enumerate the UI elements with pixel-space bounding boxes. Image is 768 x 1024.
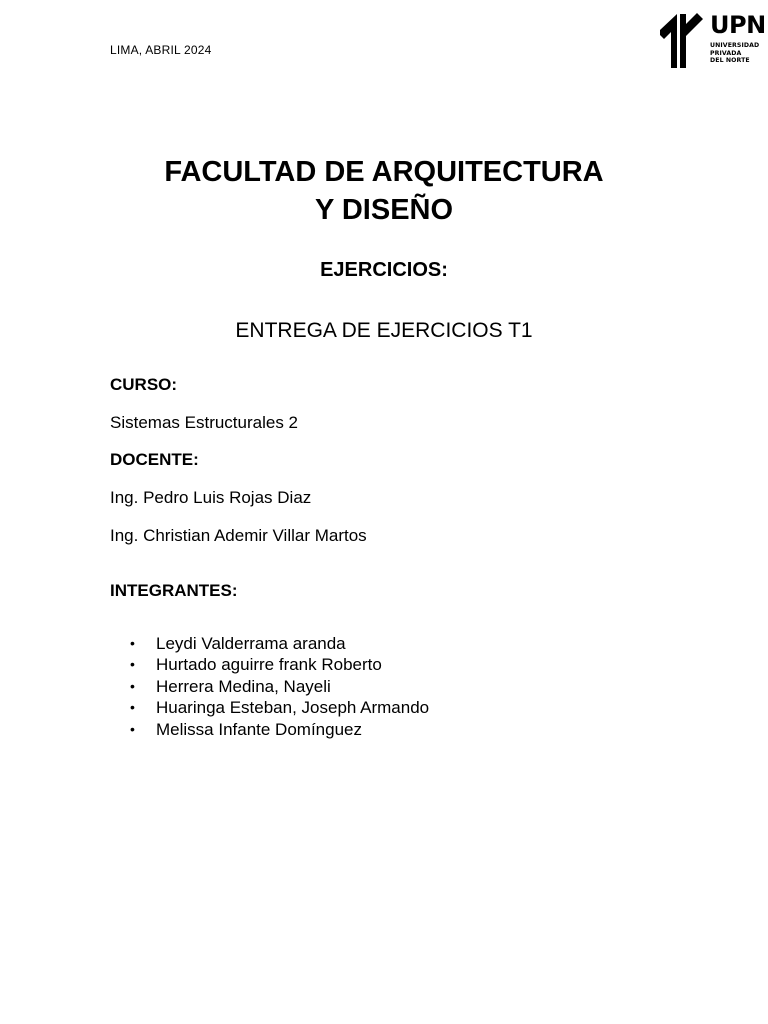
list-item: • Leydi Valderrama aranda <box>110 633 429 654</box>
logo-subtext-line: DEL NORTE <box>710 57 750 64</box>
teacher-name: Ing. Pedro Luis Rojas Diaz <box>110 488 312 507</box>
teacher-label: DOCENTE: <box>110 450 199 469</box>
list-item: • Herrera Medina, Nayeli <box>110 676 429 697</box>
assignment-title: ENTREGA DE EJERCICIOS T1 <box>235 319 533 342</box>
logo-wordmark: UPN <box>710 11 766 39</box>
upn-logo <box>658 11 766 72</box>
course-value: Sistemas Estructurales 2 <box>110 413 299 432</box>
course-label: CURSO: <box>110 375 178 394</box>
document-date: LIMA, ABRIL 2024 <box>110 43 212 57</box>
logo-subtext <box>710 42 759 65</box>
upn-logo-icon <box>658 12 706 70</box>
logo-subtext-line: PRIVADA <box>710 49 742 57</box>
title-line-1: FACULTAD DE ARQUITECTURA <box>164 156 604 188</box>
logo-subtext-line: UNIVERSIDAD <box>710 42 760 49</box>
list-item: • Huaringa Esteban, Joseph Armando <box>110 697 429 718</box>
title-line-2: Y DISEÑO <box>314 194 454 226</box>
list-item: • Melissa Infante Domínguez <box>110 719 429 740</box>
document-title <box>0 153 768 229</box>
list-item: • Hurtado aguirre frank Roberto <box>110 654 429 675</box>
section-heading: EJERCICIOS: <box>320 259 448 281</box>
teacher-name: Ing. Christian Ademir Villar Martos <box>110 526 367 545</box>
members-list <box>110 633 429 740</box>
members-label: INTEGRANTES: <box>110 581 238 600</box>
